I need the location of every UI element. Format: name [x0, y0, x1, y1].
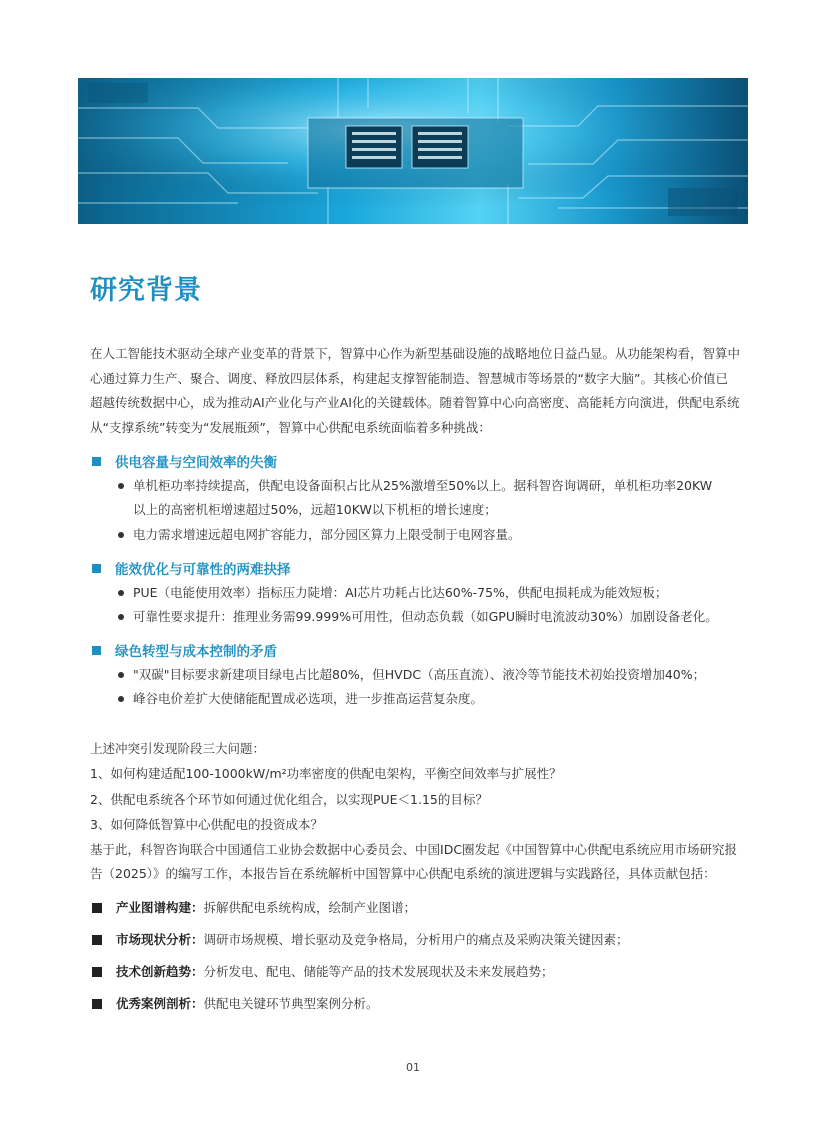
bullet-text: 峰谷电价差扩大使储能配置成必选项，进一步推高运营复杂度。 — [133, 691, 484, 706]
bullet-dot-icon — [118, 483, 124, 489]
bullet-text: 单机柜功率持续提高，供配电设备面积占比从25%激增至50%以上。据科智咨询调研，单机柜功率20KW以上的高密机柜增速超过50%，远超10KW以下机柜的增长速度； — [133, 478, 713, 517]
section-heading-2 — [92, 558, 291, 578]
square-bullet-icon — [92, 967, 102, 977]
square-bullet-icon — [92, 564, 101, 573]
contribution-label: 优秀案例剖析： — [116, 996, 204, 1011]
summary-paragraph: 基于此，科智咨询联合中国通信工业协会数据中心委员会、中国IDC圈发起《中国智算中心供配电系统应用市场研究报告（2025）》的编写工作，本报告旨在系统解析中国智算中心供配电系统的演进逻辑与实践路径，具体贡献包括： — [90, 842, 738, 881]
square-bullet-icon — [92, 646, 101, 655]
bullet-item — [118, 523, 718, 547]
bullet-dot-icon — [118, 614, 124, 620]
section-heading-text: 供电容量与空间效率的失衡 — [115, 455, 277, 471]
bullet-dot-icon — [118, 532, 124, 538]
bullet-dot-icon — [118, 672, 124, 678]
contribution-label: 技术创新趋势： — [116, 964, 204, 979]
square-bullet-icon — [92, 935, 102, 945]
contribution-item — [92, 930, 629, 948]
contribution-text: 供配电关键环节典型案例分析。 — [203, 996, 379, 1011]
bullet-text: "双碳"目标要求新建项目绿电占比超80%，但HVDC（高压直流）、液冷等节能技术初始投资增加40%； — [133, 667, 706, 682]
contribution-text: 分析发电、配电、储能等产品的技术发展现状及未来发展趋势； — [203, 964, 554, 979]
bullet-text: PUE（电能使用效率）指标压力陡增：AI芯片功耗占比达60%-75%，供配电损耗成为能效短板； — [133, 585, 668, 600]
circuit-board-illustration — [78, 78, 748, 224]
hero-banner-image — [78, 78, 748, 224]
section-heading-3 — [92, 640, 277, 660]
bullet-item — [118, 605, 718, 629]
intro-paragraph: 在人工智能技术驱动全球产业变革的背景下，智算中心作为新型基础设施的战略地位日益凸显。从功能架构看，智算中心通过算力生产、聚合、调度、释放四层体系，构建起支撑智能制造、智慧城市等场景的“数字大脑”。其核心价值已超越传统数据中心，成为推动AI产业化与产业AI化的关键载体。随着智算中心向高密度、高能耗方向演进，供配电系统从“支撑系统”转变为“发展瓶颈”，智算中心供配电系统面临着多种挑战： — [90, 346, 741, 435]
contribution-item — [92, 994, 379, 1012]
page-number: 01 — [406, 1061, 420, 1074]
section-heading-text: 能效优化与可靠性的两难抉择 — [115, 562, 291, 578]
contribution-label: 产业图谱构建： — [116, 900, 204, 915]
bullet-text: 电力需求增速远超电网扩容能力，部分园区算力上限受制于电网容量。 — [133, 527, 521, 542]
bullet-dot-icon — [118, 696, 124, 702]
bullet-item — [118, 687, 718, 711]
contribution-label: 市场现状分析： — [116, 932, 204, 947]
bullet-text: 可靠性要求提升：推理业务需99.999%可用性，但动态负载（如GPU瞬时电流波动30%）加剧设备老化。 — [133, 609, 718, 624]
square-bullet-icon — [92, 903, 102, 913]
square-bullet-icon — [92, 457, 101, 466]
questions-intro: 上述冲突引发现阶段三大问题： — [90, 741, 266, 756]
bullet-item — [118, 474, 718, 522]
question-1: 1、如何构建适配100-1000kW/m²功率密度的供配电架构，平衡空间效率与扩展性？ — [90, 766, 562, 781]
section-heading-1 — [92, 451, 277, 471]
contribution-text: 调研市场规模、增长驱动及竞争格局，分析用户的痛点及采购决策关键因素； — [203, 932, 629, 947]
bullet-item — [118, 663, 718, 687]
page-title: 研究背景 — [90, 275, 202, 306]
contribution-text: 拆解供配电系统构成，绘制产业图谱； — [203, 900, 417, 915]
bullet-dot-icon — [118, 590, 124, 596]
contribution-item — [92, 962, 554, 980]
section-heading-text: 绿色转型与成本控制的矛盾 — [115, 644, 277, 660]
question-3: 3、如何降低智算中心供配电的投资成本？ — [90, 817, 323, 832]
bullet-item — [118, 581, 718, 605]
question-2: 2、供配电系统各个环节如何通过优化组合，以实现PUE＜1.15的目标？ — [90, 792, 488, 807]
square-bullet-icon — [92, 999, 102, 1009]
contribution-item — [92, 898, 416, 916]
